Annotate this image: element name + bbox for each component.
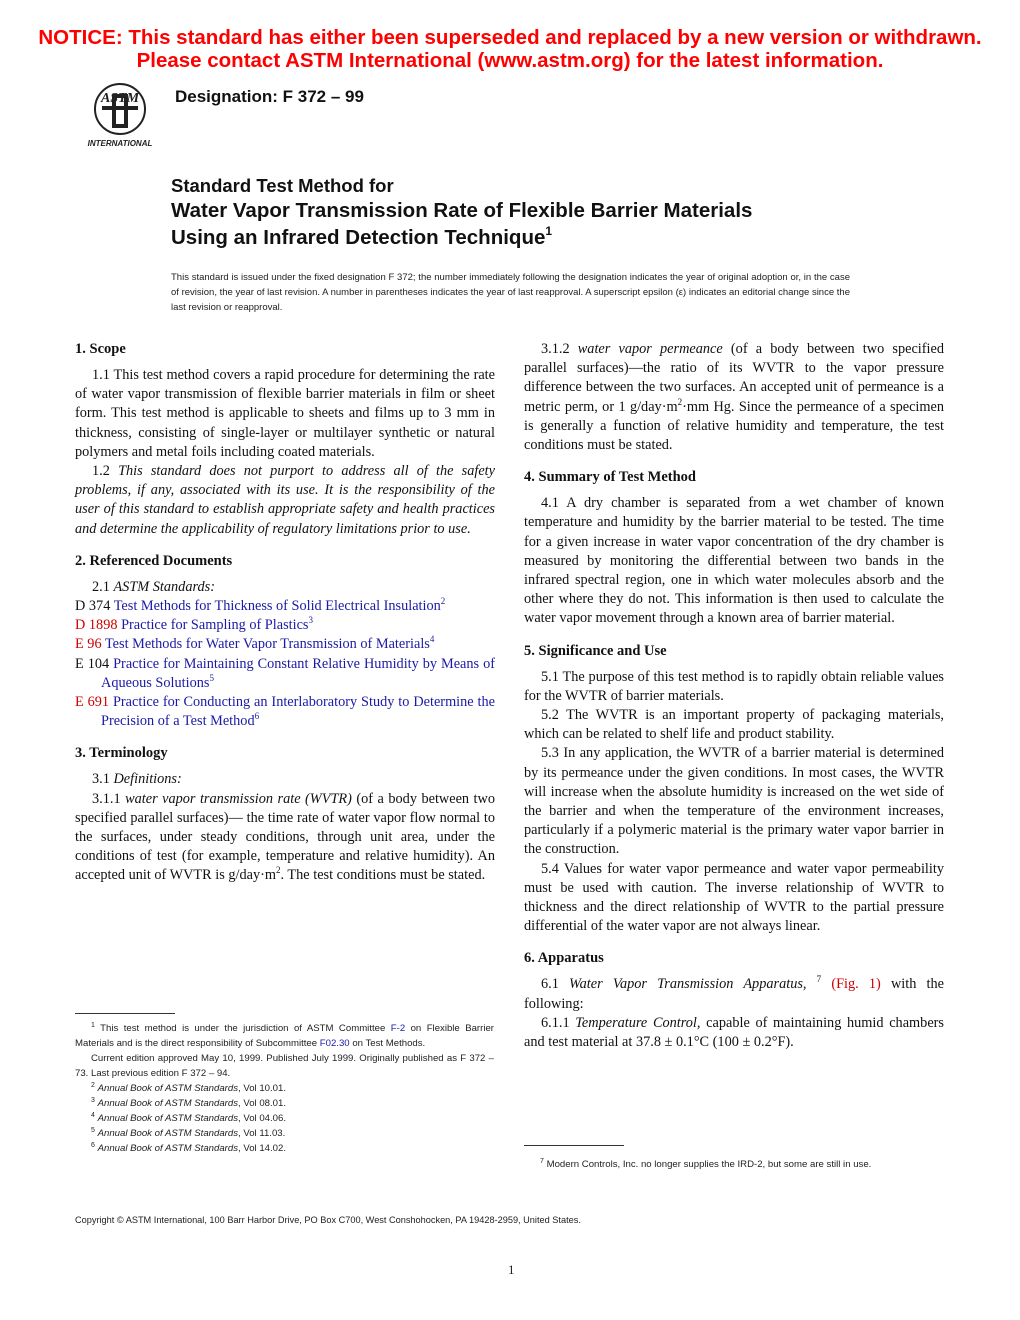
astm-logo-text: ASTM	[100, 91, 140, 106]
referenced-intro-text: ASTM Standards:	[113, 578, 215, 595]
ref-footnote-ref[interactable]: 5	[209, 672, 214, 683]
ref-code: E 96	[75, 636, 102, 653]
footnote-book: Annual Book of ASTM Standards	[97, 1113, 239, 1124]
footnote-vol: , Vol 14.02.	[238, 1143, 287, 1154]
ref-item-e96[interactable]	[75, 635, 495, 654]
footnote-4	[75, 1111, 494, 1126]
notice-line-2: Please contact ASTM International (www.astm.org) for the latest information.	[136, 49, 884, 72]
ref-code: D 374	[75, 598, 111, 615]
terminology-p1-text: Definitions:	[113, 771, 182, 788]
astm-logo-subtext: INTERNATIONAL	[87, 139, 153, 148]
footnote-1-text-b: on Flexible Barrier Materials and is the direct responsibility of Subcommittee	[75, 1023, 494, 1049]
title-line-3	[171, 224, 552, 250]
ref-code: D 1898	[75, 617, 118, 634]
apparatus-p2-num: 6.1.1	[541, 1014, 570, 1031]
footnotes-left	[75, 1021, 494, 1156]
footnote-sup: 4	[91, 1112, 95, 1119]
significance-heading: 5. Significance and Use	[524, 642, 667, 659]
ref-item-e691[interactable]	[75, 693, 495, 731]
ref-code: E 691	[75, 694, 110, 711]
terminology-p3-end: ·mm Hg. Since the permeance of a specimen is generally a function of relative humidity and temperature, the test conditions must be stated.	[524, 398, 945, 454]
terminology-p3	[524, 340, 944, 455]
footnote-book: Annual Book of ASTM Standards	[97, 1083, 239, 1094]
footnote-1-edition: Current edition approved May 10, 1999. Published July 1999. Originally published as F 372 – 73. Last previous edition F 372 – 94.	[75, 1053, 494, 1079]
footnote-1-text-c: on Test Methods.	[352, 1038, 426, 1049]
title-line-3-text: Using an Infrared Detection Technique	[171, 226, 546, 249]
fig-1-link[interactable]: (Fig. 1)	[831, 976, 881, 993]
footnote-7-text: Modern Controls, Inc. no longer supplies the IRD-2, but some are still in use.	[546, 1159, 872, 1170]
scope-p2-num: 1.2	[92, 463, 110, 480]
ref-item-d374[interactable]	[75, 597, 495, 616]
footnote-book: Annual Book of ASTM Standards	[97, 1098, 239, 1109]
footnote-sup: 2	[91, 1082, 95, 1089]
footnote-sup: 5	[91, 1127, 95, 1134]
ref-link[interactable]: Practice for Conducting an Interlaboratory Study to Determine the Precision of a Test Method	[101, 694, 496, 730]
summary-p1: 4.1 A dry chamber is separated from a wet chamber of known temperature and humidity by the barrier material to be tested. The time for a given increase in water vapor concentration of the dry chamber is measured by monitoring the differential between two bands in the infrared spectral region, one in which water molecules absorb and the other where they do not. This information is then used to calculate the water vapor movement through a known area of barrier material.	[524, 495, 944, 627]
terminology-p1	[75, 770, 495, 789]
footnote-divider-right	[524, 1145, 624, 1146]
apparatus-p2-term: Temperature Control,	[575, 1014, 701, 1031]
ref-footnote-ref[interactable]: 2	[440, 596, 446, 607]
footnote-vol: , Vol 08.01.	[238, 1098, 287, 1109]
footnote-book: Annual Book of ASTM Standards	[97, 1143, 239, 1154]
terminology-heading: 3. Terminology	[75, 745, 168, 762]
terminology-p2-sup: 2	[276, 865, 281, 876]
footnote-7	[524, 1157, 944, 1172]
committee-link[interactable]: F-2	[390, 1023, 406, 1034]
footnote-sup: 6	[91, 1142, 95, 1149]
footnote-1-text-a: This test method is under the jurisdiction of ASTM Committee	[100, 1023, 386, 1034]
apparatus-footnote-ref[interactable]: 7	[816, 974, 822, 985]
footnote-1	[75, 1021, 494, 1051]
terminology-p2-end: . The test conditions must be stated.	[280, 867, 486, 884]
apparatus-p1-term: Water Vapor Transmission Apparatus,	[569, 976, 807, 993]
issue-note: This standard is issued under the fixed designation F 372; the number immediately following the designation indicates the year of original adoption or, in the case of revision, the year of last revision. A number in parentheses indicates the year of last reapproval. A superscript epsilon (ε) indicates an editorial change since the last revision or reapproval.	[171, 272, 850, 313]
significance-p3: 5.3 In any application, the WVTR of a barrier material is determined by its permeance under the given conditions. In most cases, the WVTR will increase when the absolute humidity is increased on the wet side of the barrier and when the temperature of the environment increases, particularly if a polymeric material is the primary water vapor barrier in the construction.	[524, 745, 944, 858]
apparatus-p1-num: 6.1	[541, 976, 559, 993]
footnote-7-line	[524, 1157, 944, 1172]
right-column	[524, 340, 944, 1052]
terminology-p1-num: 3.1	[92, 771, 110, 788]
ref-link[interactable]: Practice for Maintaining Constant Relative Humidity by Means of Aqueous Solutions	[101, 655, 495, 691]
footnote-vol: , Vol 04.06.	[238, 1113, 287, 1124]
footnote-6	[75, 1141, 494, 1156]
footnote-vol: , Vol 10.01.	[238, 1083, 287, 1094]
ref-footnote-ref[interactable]: 6	[254, 711, 260, 722]
terminology-p2-text: (of a body between two specified parallel surfaces)— the time rate of water vapor flow normal to the surfaces, under steady conditions, through unit area, under the conditions of test (for example, temperature and relative humidity). An accepted unit of WVTR is g/day·m	[75, 790, 496, 884]
ref-item-d1898[interactable]	[75, 616, 495, 635]
summary-heading: 4. Summary of Test Method	[524, 469, 696, 486]
footnote-2	[75, 1081, 494, 1096]
significance-p2: 5.2 The WVTR is an important property of packaging materials, which can be related to shelf life and product stability.	[524, 707, 944, 743]
terminology-p2-num: 3.1.1	[92, 790, 121, 807]
scope-p2	[75, 462, 495, 539]
scope-p2-text: This standard does not purport to address all of the safety problems, if any, associated with its use. It is the responsibility of the user of this standard to establish appropriate safety and health practices and determine the applicability of regulatory limitations prior to use.	[75, 463, 495, 537]
footnote-vol: , Vol 11.03.	[238, 1128, 286, 1139]
footnote-3	[75, 1096, 494, 1111]
terminology-p2-term: water vapor transmission rate (WVTR)	[125, 790, 352, 807]
ref-link[interactable]: Test Methods for Water Vapor Transmission of Materials	[104, 636, 430, 653]
notice-line-1: NOTICE: This standard has either been superseded and replaced by a new version or withdrawn.	[38, 26, 982, 49]
page-number: 1	[508, 1262, 515, 1277]
title-line-2: Water Vapor Transmission Rate of Flexible Barrier Materials	[171, 199, 753, 222]
copyright: Copyright © ASTM International, 100 Barr Harbor Drive, PO Box C700, West Conshohocken, PA 19428-2959, United States.	[75, 1215, 581, 1225]
astm-logo	[76, 76, 160, 150]
apparatus-heading: 6. Apparatus	[524, 950, 604, 967]
footnote-book: Annual Book of ASTM Standards	[97, 1128, 239, 1139]
footnote-1-sup: 1	[91, 1022, 95, 1029]
subcommittee-link[interactable]: F02.30	[319, 1038, 350, 1049]
footnote-5	[75, 1126, 494, 1141]
apparatus-p1	[524, 975, 944, 1013]
terminology-p2	[75, 790, 495, 886]
ref-footnote-ref[interactable]: 3	[308, 615, 313, 626]
terminology-p3-text: (of a body between two specified parallel surfaces)—the ratio of its WVTR to the vapor pressure difference between the two surfaces. An accepted unit of permeance is a metric perm, or 1 g/day·m	[524, 341, 945, 415]
referenced-heading: 2. Referenced Documents	[75, 552, 233, 569]
footnote-7-sup: 7	[540, 1158, 544, 1165]
apparatus-p2	[524, 1014, 944, 1052]
significance-p4: 5.4 Values for water vapor permeance and water vapor permeability must be used with caution. The inverse relationship of WVTR to thickness and the direct relationship of WVTR to the partial pressure differential of the water vapor are not always linear.	[524, 860, 944, 935]
title-line-1: Standard Test Method for	[171, 175, 394, 196]
ref-link[interactable]: Test Methods for Thickness of Solid Electrical Insulation	[113, 598, 441, 615]
terminology-p3-num: 3.1.2	[541, 341, 570, 357]
referenced-intro	[75, 578, 495, 597]
terminology-p3-sup: 2	[677, 396, 683, 407]
designation: Designation: F 372 – 99	[175, 87, 364, 106]
footnote-divider-left	[75, 1013, 175, 1014]
ref-item-e104[interactable]	[75, 655, 495, 693]
footnote-sup: 3	[91, 1097, 95, 1104]
referenced-intro-num: 2.1	[92, 578, 110, 595]
apparatus-p1-rest: with the following:	[524, 976, 945, 1012]
apparatus-p2-rest: capable of maintaining humid chambers and test material at 37.8 ± 0.1°C (100 ± 0.2°F).	[524, 1014, 944, 1051]
left-column	[75, 340, 495, 886]
ref-footnote-ref[interactable]: 4	[429, 634, 435, 645]
terminology-p3-term: water vapor permeance	[577, 341, 723, 357]
title-footnote-ref[interactable]: 1	[545, 224, 553, 238]
ref-code: E 104	[75, 655, 110, 672]
scope-heading: 1. Scope	[75, 341, 126, 357]
ref-link[interactable]: Practice for Sampling of Plastics	[121, 617, 309, 634]
scope-p1: 1.1 This test method covers a rapid procedure for determining the rate of water vapor transmission of flexible barrier materials in film or sheet form. This test method is applicable to sheets and films up to 3 mm in thickness, consisting of single-layer or multilayer synthetic or natural polymers and metal foils including coated materials.	[75, 367, 495, 460]
significance-p1: 5.1 The purpose of this test method is to rapidly obtain reliable values for the WVTR of barrier materials.	[524, 668, 944, 704]
